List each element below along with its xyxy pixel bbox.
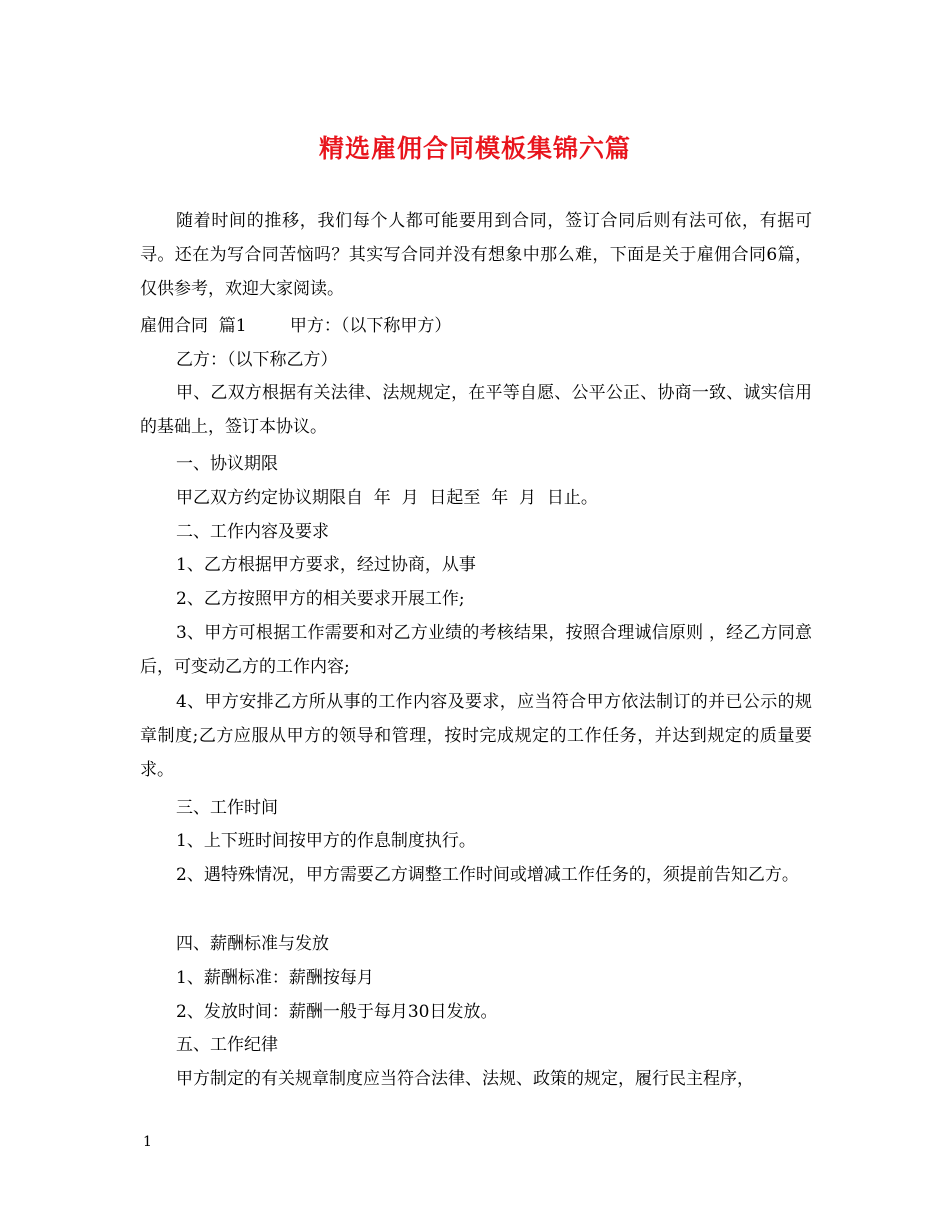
section-heading-salary: 四、薪酬标准与发放 <box>176 934 329 954</box>
section-heading-work-content: 二、工作内容及要求 <box>176 522 329 542</box>
work-time-item-1: 1、上下班时间按甲方的作息制度执行。 <box>176 831 476 851</box>
work-item-2: 2、乙方按照甲方的相关要求开展工作; <box>176 589 465 609</box>
work-item-3: 3、甲方可根据工作需要和对乙方业绩的考核结果，按照合理诚信原则 ，经乙方同意后，可变动乙方的工作内容; <box>140 623 812 677</box>
work-item-4: 4、甲方安排乙方所从事的工作内容及要求，应当符合甲方依法制订的并已公示的规章制度;乙方应服从甲方的领导和管理，按时完成规定的工作任务，并达到规定的质量要求。 <box>140 692 812 780</box>
term-paragraph: 甲乙双方约定协议期限自 年 月 日起至 年 月 日止。 <box>176 488 598 508</box>
salary-item-1: 1、薪酬标准：薪酬按每月 <box>176 968 374 988</box>
work-time-item-2: 2、遇特殊情况，甲方需要乙方调整工作时间或增减工作任务的，须提前告知乙方。 <box>176 865 799 885</box>
contract-heading-line: 雇佣合同 篇1 甲方：（以下称甲方） <box>140 316 452 336</box>
work-item-1: 1、乙方根据甲方要求，经过协商，从事 <box>176 555 476 575</box>
section-heading-discipline: 五、工作纪律 <box>176 1035 278 1055</box>
section-heading-term: 一、协议期限 <box>176 454 278 474</box>
document-title: 精选雇佣合同模板集锦六篇 <box>318 134 631 163</box>
discipline-paragraph: 甲方制定的有关规章制度应当符合法律、法规、政策的规定，履行民主程序， <box>176 1069 754 1089</box>
party-b-line: 乙方：（以下称乙方） <box>176 350 338 370</box>
page-number: 1 <box>143 1134 152 1150</box>
section-heading-work-time: 三、工作时间 <box>176 798 278 818</box>
agreement-basis-paragraph: 甲、乙双方根据有关法律、法规规定，在平等自愿、公平公正、协商一致、诚实信用的基础上，签订本协议。 <box>140 383 812 437</box>
salary-item-2: 2、发放时间：薪酬一般于每月30日发放。 <box>176 1002 498 1022</box>
intro-paragraph: 随着时间的推移，我们每个人都可能要用到合同，签订合同后则有法可依，有据可寻。还在为写合同苦恼吗？其实写合同并没有想象中那么难，下面是关于雇佣合同6篇，仅供参考，欢迎大家阅读。 <box>140 211 812 299</box>
